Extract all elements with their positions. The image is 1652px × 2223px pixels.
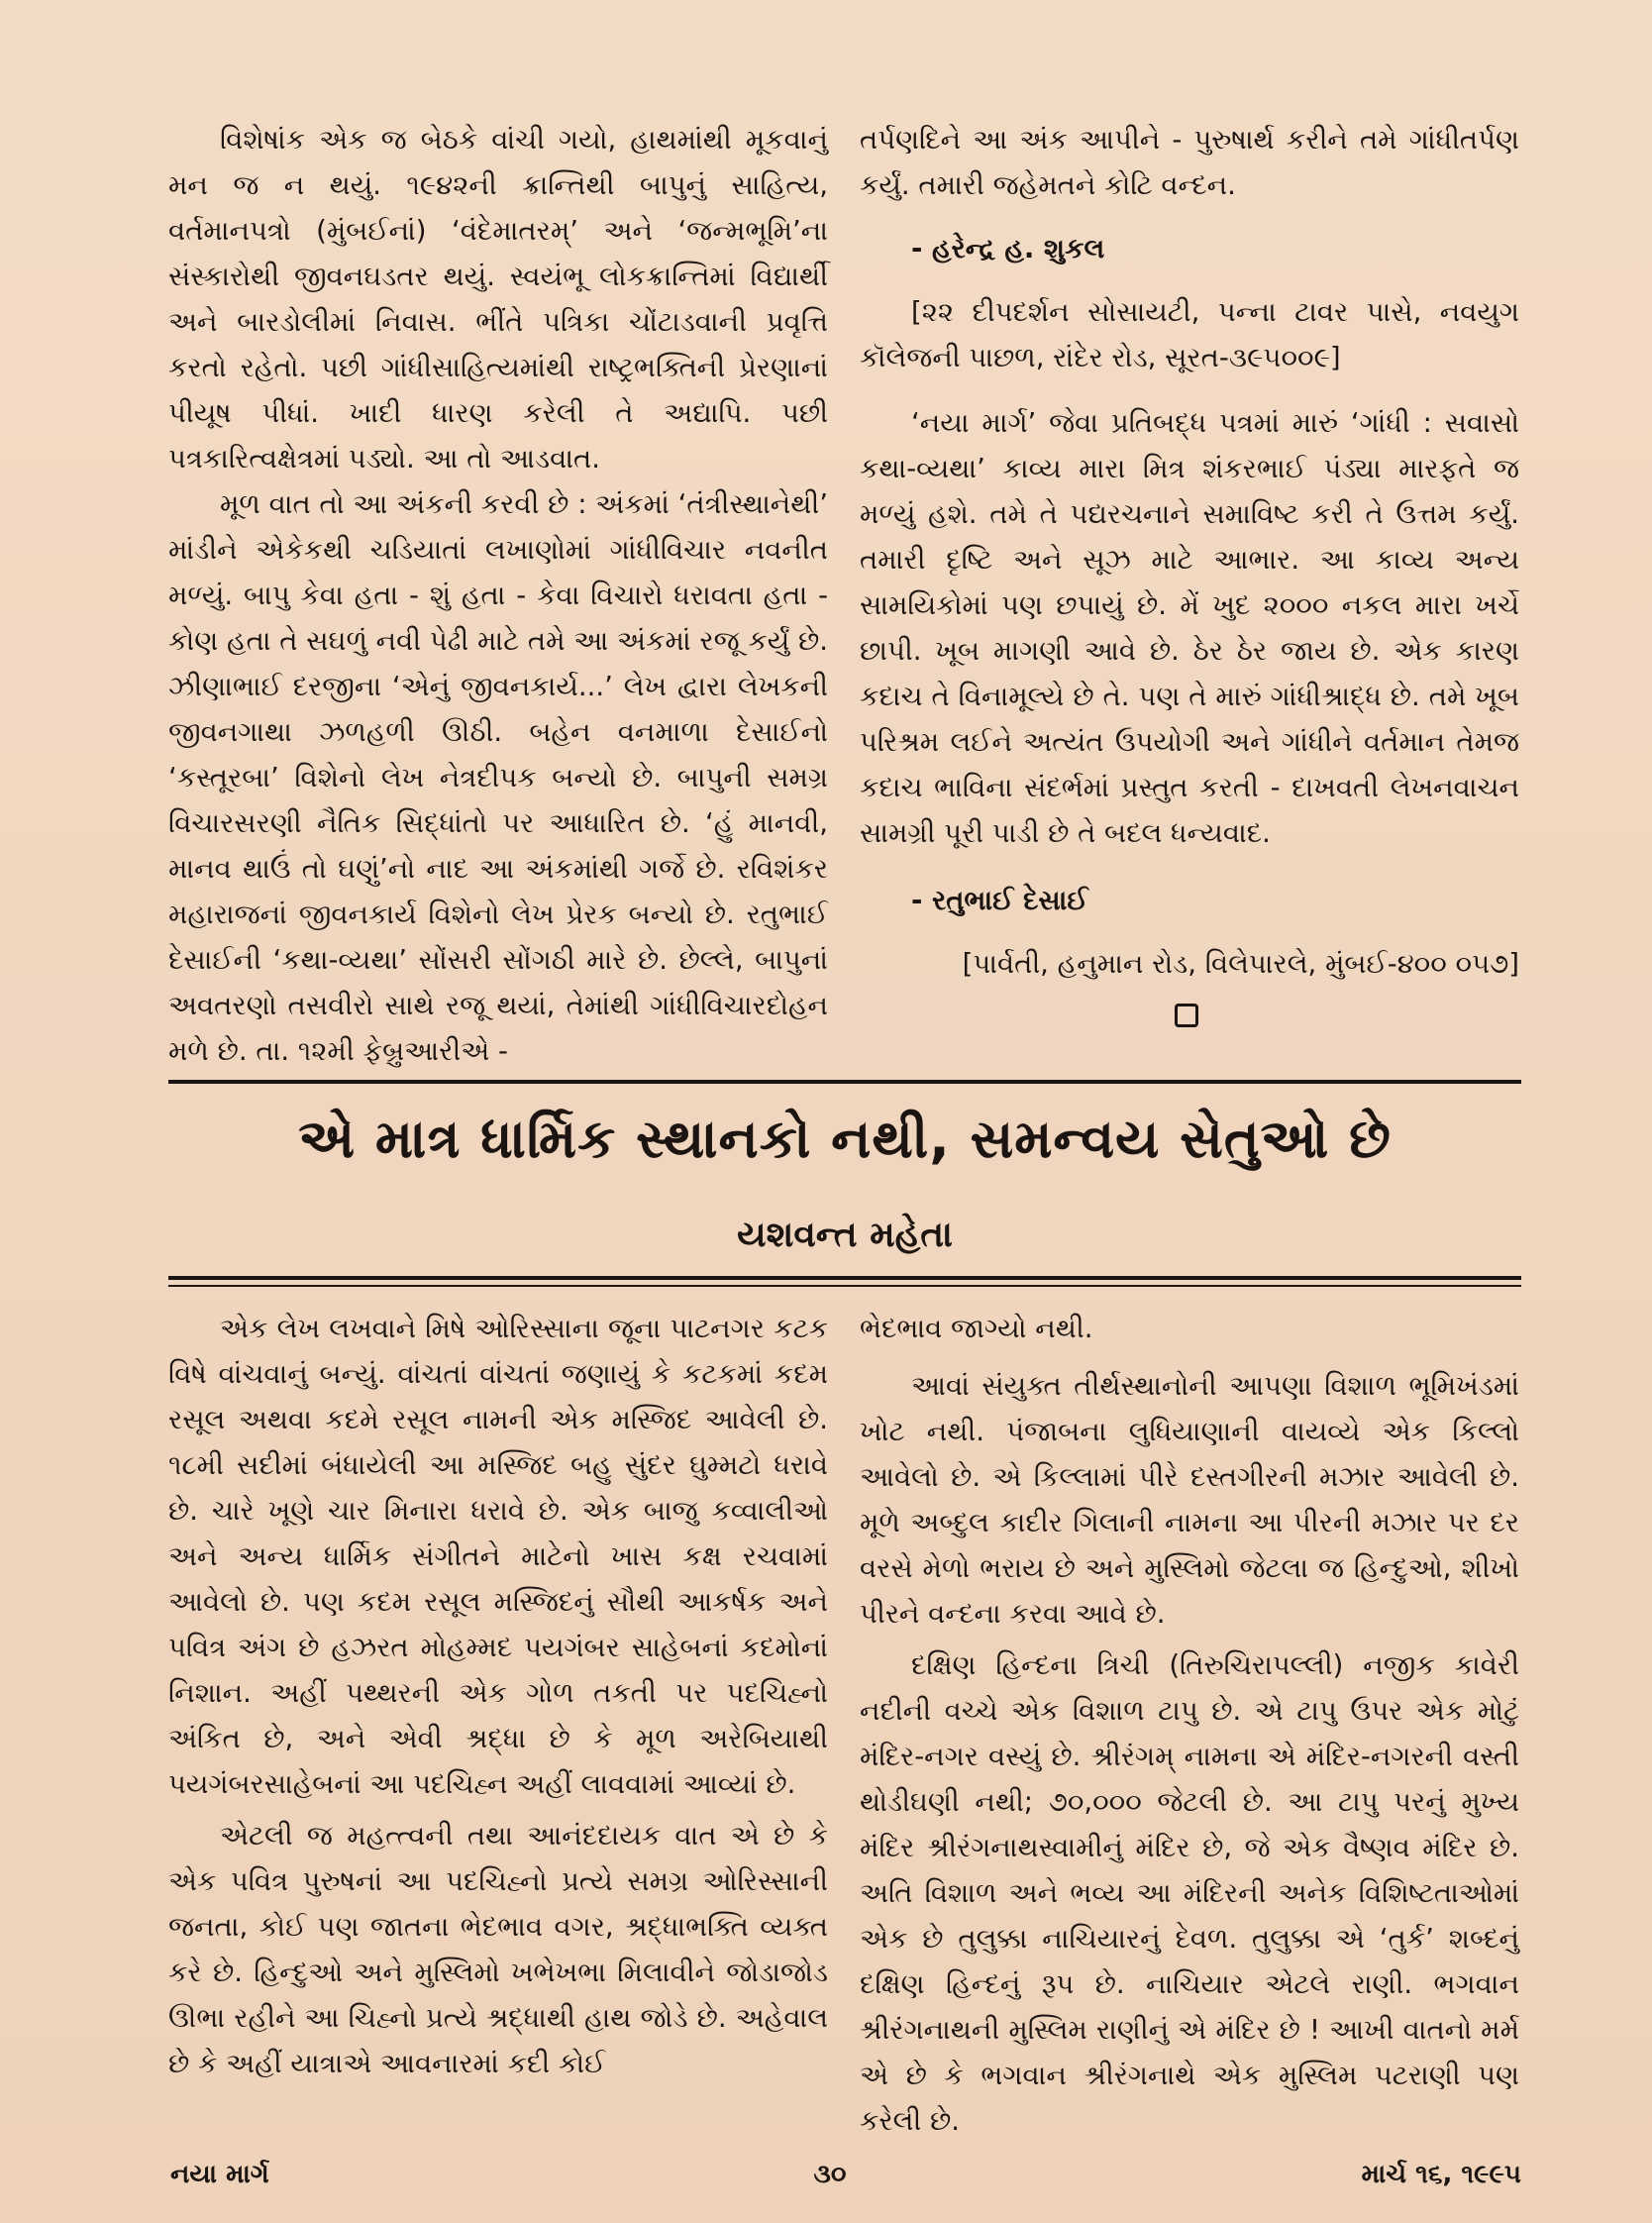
footer-page-number: ૩૦: [813, 2160, 847, 2189]
article-author: યશવન્ત મહેતા: [737, 1215, 953, 1255]
article-paragraph-2: એટલી જ મહત્ત્વની તથા આનંદદાયક વાત એ છે કે એક પવિત્ર પુરુષનાં આ પદચિહ્નો પ્રત્યે સમગ્ર ઓરિસ્સાની જનતા, કોઈ પણ જાતના ભેદભાવ વગર, શ્રદ્ધાભક્તિ વ્યક્ત કરે છે. હિન્દુઓ અને મુસ્લિમો ખભેખભા મિલાવીને જોડાજોડ ઊભા રહીને આ ચિહ્નો પ્રત્યે શ્રદ્ધાથી હાથ જોડે છે. અહેવાલ છે કે અહીં યાત્રાએ આવનારમાં કદી કોઈ: [168, 1820, 828, 2079]
letter2-paragraph: ‘નયા માર્ગ’ જેવા પ્રતિબદ્ધ પત્રમાં મારું ‘ગાંધી : સવાસો કથા-વ્યથા’ કાવ્ય મારા મિત્ર શંકરભાઈ પંડ્યા મારફતે જ મળ્યું હશે. તમે તે પદ્યરચનાને સમાવિષ્ટ કરી તે ઉત્તમ કર્યું. તમારી દૃષ્ટિ અને સૂઝ માટે આભાર. આ કાવ્ય અન્ય સામયિકોમાં પણ છપાયું છે. મેં ખુદ ૨૦૦૦ નકલ મારા ખર્ચે છાપી. ખૂબ માગણી આવે છે. ઠેર ઠેર જાય છે. એક કારણ કદાચ તે વિનામૂલ્યે છે તે. પણ તે મારું ગાંધીશ્રાદ્ધ છે. તમે ખૂબ પરિશ્રમ લઈને અત્યંત ઉપયોગી અને ગાંધીને વર્તમાન તેમજ કદાચ ભાવિના સંદર્ભમાં પ્રસ્તુત કરતી - દાખવતી લેખનવાચન સામગ્રી પૂરી પાડી છે તે બદલ ધન્યવાદ.: [860, 407, 1519, 849]
footer-date: માર્ચ ૧૬, ૧૯૯૫: [1361, 2160, 1521, 2189]
article-title: એ માત્ર ધાર્મિક સ્થાનકો નથી, સમન્વય સેતુઓ છે: [298, 1108, 1392, 1170]
letter2-address: [પાર્વતી, હનુમાન રોડ, વિલેપારલે, મુંબઈ-૪૦૦ ૦૫૭]: [962, 948, 1519, 980]
article-paragraph-3: આવાં સંયુક્ત તીર્થસ્થાનોની આપણા વિશાળ ભૂમિખંડમાં ખોટ નથી. પંજાબના લુધિયાણાની વાયવ્યે એક કિલ્લો આવેલો છે. એ કિલ્લામાં પીરે દસ્તગીરની મઝાર આવેલી છે. મૂળે અબ્દુલ કાદીર ગિલાની નામના આ પીરની મઝાર પર દર વરસે મેળો ભરાય છે અને મુસ્લિમો જેટલા જ હિન્દુઓ, શીખો પીરને વન્દના કરવા આવે છે.: [860, 1370, 1519, 1630]
title-bottom-rule-1: [168, 1276, 1521, 1280]
article-left-column: [168, 1306, 828, 2086]
article-paragraph-1: એક લેખ લખવાને મિષે ઓરિસ્સાના જૂના પાટનગર કટક વિષે વાંચવાનું બન્યું. વાંચતાં વાંચતાં જણાયું કે કટકમાં કદમ રસૂલ અથવા કદમે રસૂલ નામની એક મસ્જિદ આવેલી છે. ૧૮મી સદીમાં બંધાયેલી આ મસ્જિદ બહુ સુંદર ઘુમ્મટો ધરાવે છે. ચારે ખૂણે ચાર મિનારા ધરાવે છે. એક બાજુ કવ્વાલીઓ અને અન્ય ધાર્મિક સંગીતને માટેનો ખાસ કક્ષ રચવામાં આવેલો છે. પણ કદમ રસૂલ મસ્જિદનું સૌથી આકર્ષક અને પવિત્ર અંગ છે હઝરત મોહમ્મદ પયગંબર સાહેબનાં કદમોનાં નિશાન. અહીં પથ્થરની એક ગોળ તકતી પર પદચિહ્નો અંકિત છે, અને એવી શ્રદ્ધા છે કે મૂળ અરેબિયાથી પયગંબરસાહેબનાં આ પદચિહ્ન અહીં લાવવામાં આવ્યાં છે.: [168, 1313, 828, 1800]
end-of-section-mark: [1175, 1004, 1198, 1027]
letter1-continuation: તર્પણદિને આ અંક આપીને - પુરુષાર્થ કરીને તમે ગાંધીતર્પણ કર્યું. તમારી જહેમતને કોટિ વન્દન.: [860, 124, 1519, 201]
upper-right-column: [860, 117, 1519, 987]
letter1-address: [૨૨ દીપદર્શન સોસાયટી, પન્ના ટાવર પાસે, નવયુગ કૉલેજની પાછળ, રાંદેર રોડ, સૂરત-૩૯૫૦૦૯]: [860, 296, 1519, 373]
title-bottom-rule-2: [168, 1285, 1521, 1287]
article-right-column: [860, 1306, 1519, 2144]
letter1-paragraph-1: વિશેષાંક એક જ બેઠકે વાંચી ગયો, હાથમાંથી મૂકવાનું મન જ ન થયું. ૧૯૪૨ની ક્રાન્તિથી બાપુનું સાહિત્ય, વર્તમાનપત્રો (મુંબઈનાં) ‘વંદેમાતરમ્’ અને ‘જન્મભૂમિ’ના સંસ્કારોથી જીવનઘડતર થયું. સ્વયંભૂ લોકક્રાન્તિમાં વિદ્યાર્થી અને બારડોલીમાં નિવાસ. ભીંતે પત્રિકા ચોંટાડવાની પ્રવૃત્તિ કરતો રહેતો. પછી ગાંધીસાહિત્યમાંથી રાષ્ટ્રભક્તિની પ્રેરણાનાં પીયૂષ પીધાં. ખાદી ધારણ કરેલી તે અદ્યાપિ. પછી પત્રકારિત્વક્ષેત્રમાં પડ્યો. આ તો આડવાત.: [168, 124, 828, 475]
letter1-signature: - હરેન્દ્ર હ. શુકલ: [911, 233, 1105, 265]
letter2-signature: - રતુભાઈ દેસાઈ: [911, 885, 1088, 916]
letter1-paragraph-2: મૂળ વાત તો આ અંકની કરવી છે : અંકમાં ‘તંત્રીસ્થાનેથી’ માંડીને એકેકથી ચડિયાતાં લખાણોમાં ગાંધીવિચાર નવનીત મળ્યું. બાપુ કેવા હતા - શું હતા - કેવા વિચારો ધરાવતા હતા - કોણ હતા તે સઘળું નવી પેઢી માટે તમે આ અંકમાં રજૂ કર્યું છે. ઝીણાભાઈ દરજીના ‘એનું જીવનકાર્ય...’ લેખ દ્વારા લેખકની જીવનગાથા ઝળહળી ઊઠી. બહેન વનમાળા દેસાઈનો ‘કસ્તૂરબા’ વિશેનો લેખ નેત્રદીપક બન્યો છે. બાપુની સમગ્ર વિચારસરણી નૈતિક સિદ્ધાંતો પર આધારિત છે. ‘હું માનવી, માનવ થાઉં તો ઘણું’નો નાદ આ અંકમાંથી ગર્જે છે. રવિશંકર મહારાજનાં જીવનકાર્ય વિશેનો લેખ પ્રેરક બન્યો છે. રતુભાઈ દેસાઈની ‘કથા-વ્યથા’ સોંસરી સોંગઠી મારે છે. છેલ્લે, બાપુનાં અવતરણો તસવીરો સાથે રજૂ થયાં, તેમાંથી ગાંધીવિચારદોહન મળે છે. તા. ૧૨મી ફેબ્રુઆરીએ -: [168, 488, 829, 1067]
title-top-rule: [168, 1080, 1521, 1084]
article-continuation: ભેદભાવ જાગ્યો નથી.: [860, 1313, 1093, 1344]
upper-left-column: [168, 117, 828, 1074]
article-paragraph-4: દક્ષિણ હિન્દના ત્રિચી (તિરુચિરાપલ્લી) નજીક કાવેરી નદીની વચ્ચે એક વિશાળ ટાપુ છે. એ ટાપુ ઉપર એક મોટું મંદિર-નગર વસ્યું છે. શ્રીરંગમ્ નામના એ મંદિર-નગરની વસ્તી થોડીઘણી નથી; ૭૦,૦૦૦ જેટલી છે. આ ટાપુ પરનું મુખ્ય મંદિર શ્રીરંગનાથસ્વામીનું મંદિર છે, જે એક વૈષ્ણવ મંદિર છે. અતિ વિશાળ અને ભવ્ય આ મંદિરની અનેક વિશિષ્ટતાઓમાં એક છે તુલુક્કા નાચિયારનું દેવળ. તુલુક્કા એ ‘તુર્ક’ શબ્દનું દક્ષિણ હિન્દનું રૂપ છે. નાચિયાર એટલે રાણી. ભગવાન શ્રીરંગનાથની મુસ્લિમ રાણીનું એ મંદિર છે ! આખી વાતનો મર્મ એ છે કે ભગવાન શ્રીરંગનાથે એક મુસ્લિમ પટરાણી પણ કરેલી છે.: [860, 1649, 1519, 2137]
footer-magazine-name: નયા માર્ગ: [170, 2160, 269, 2189]
